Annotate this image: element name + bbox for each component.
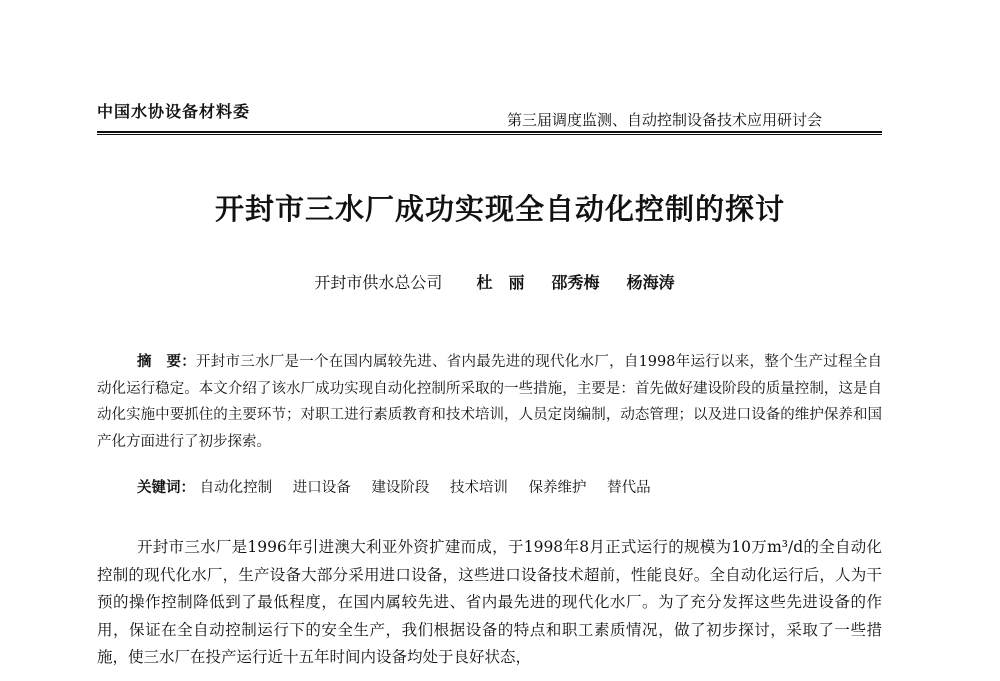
abstract-label: 摘 要： — [137, 354, 197, 370]
author-name: 杨海涛 — [626, 273, 675, 292]
author-name: 杜 丽 — [476, 273, 525, 292]
author-line — [0, 270, 1000, 293]
conference-header: 第三届调度监测、自动控制设备技术应用研讨会 — [507, 111, 823, 129]
paper-title: 开封市三水厂成功实现全自动化控制的探讨 — [214, 192, 785, 226]
keyword: 进口设备 — [292, 480, 351, 496]
keywords — [97, 476, 882, 497]
keyword: 保养维护 — [528, 480, 587, 496]
abstract — [97, 349, 882, 455]
keywords-label: 关键词： — [137, 480, 195, 496]
author-name: 邵秀梅 — [551, 273, 600, 292]
author-organization: 开封市供水总公司 — [314, 273, 443, 292]
keyword: 建设阶段 — [371, 480, 430, 496]
abstract-text: 开封市三水厂是一个在国内属较先进、省内最先进的现代化水厂，自1998年运行以来，整个生产过程全自动化运行稳定。本文介绍了该水厂成功实现自动化控制所采取的一些措施，主要是：首先做好建设阶段的质量控制，这是自动化实施中要抓住的主要环节；对职工进行素质教育和技术培训，人员定岗编制，动态管理；以及进口设备的维护保养和国产化方面进行了初步探索。 — [97, 354, 882, 450]
keyword: 替代品 — [607, 480, 651, 496]
body-paragraph: 开封市三水厂是1996年引进澳大利亚外资扩建而成，于1998年8月正式运行的规模为10万m³/d的全自动化控制的现代化水厂，生产设备大部分采用进口设备，这些进口设备技术超前，性能良好。全自动化运行后，人为干预的操作控制降低到了最低程度，在国内属较先进、省内最先进的现代化水厂。为了充分发挥这些先进设备的作用，保证在全自动控制运行下的安全生产，我们根据设备的特点和职工素质情况，做了初步探讨，采取了一些措施，使三水厂在投产运行近十五年时间内设备均处于良好状态， — [97, 538, 882, 666]
journal-header: 中国水协设备材料委 — [97, 102, 251, 121]
header-divider — [97, 131, 882, 135]
keyword: 自动化控制 — [199, 480, 273, 496]
keyword: 技术培训 — [449, 480, 508, 496]
